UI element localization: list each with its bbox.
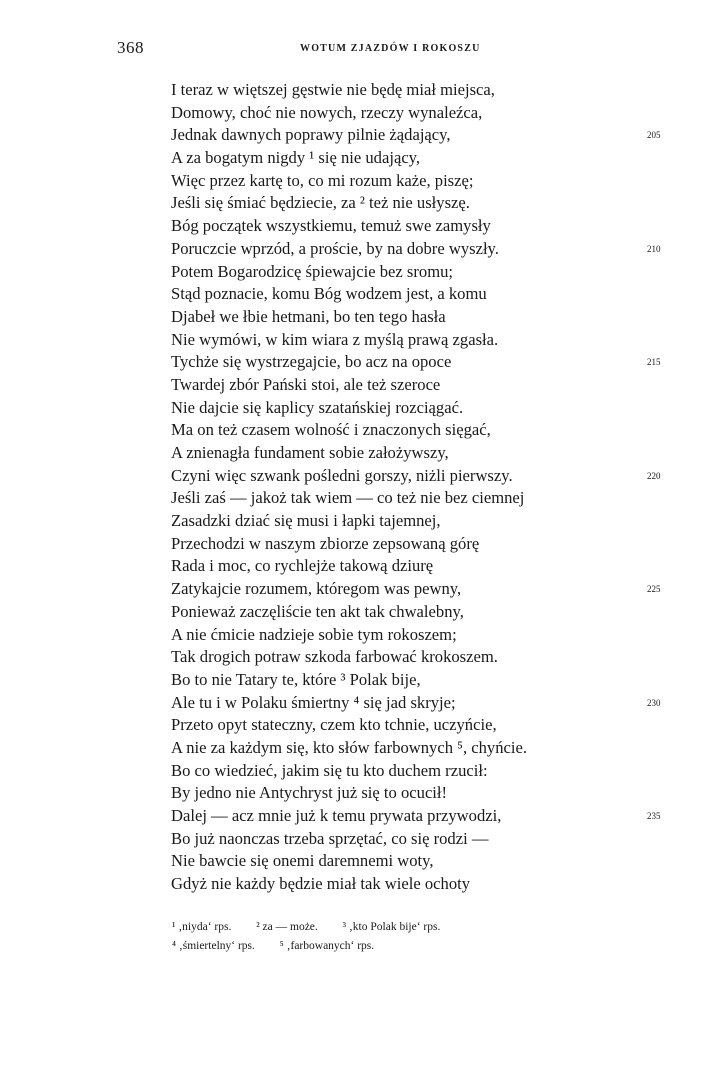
- verse-line: [171, 374, 671, 397]
- verse-text: Tak drogich potraw szkoda farbować krokoszem.: [171, 647, 498, 667]
- verse-line: [171, 283, 671, 306]
- verse-text: Tychże się wystrzegajcie, bo acz na opoce: [171, 352, 452, 372]
- verse-line: [171, 147, 671, 170]
- verse-line: [171, 397, 671, 420]
- verse-text: Zasadzki dziać się musi i łapki tajemnej,: [171, 511, 441, 531]
- verse-line: [171, 510, 671, 533]
- verse-line: [171, 261, 671, 284]
- verse-line: [171, 737, 671, 760]
- poem-body: [171, 79, 671, 896]
- verse-line: [171, 192, 671, 215]
- verse-line: [171, 442, 671, 465]
- line-number: 225: [647, 584, 661, 595]
- verse-text: Domowy, choć nie nowych, rzeczy wynaleźca,: [171, 102, 483, 122]
- verse-line: [171, 487, 671, 510]
- footnote-1: ¹ ‚niyda‘ rps.: [172, 921, 232, 933]
- verse-line: [171, 828, 671, 851]
- verse-text: Zatykajcie rozumem, któregom was pewny,: [171, 579, 462, 599]
- line-number: 210: [647, 243, 661, 254]
- verse-text: Jednak dawnych poprawy pilnie żądający,: [171, 125, 451, 145]
- verse-text: Przechodzi w naszym zbiorze zepsowaną górę: [171, 533, 480, 553]
- footnote-3: ³ ‚kto Polak bije‘ rps.: [342, 921, 441, 933]
- verse-text: Ponieważ zaczęliście ten akt tak chwalebny,: [171, 601, 464, 621]
- verse-line: [171, 555, 671, 578]
- verse-text: Bo to nie Tatary te, które ³ Polak bije,: [171, 669, 421, 689]
- verse-line: [171, 79, 671, 102]
- verse-line: [171, 624, 671, 647]
- verse-line: [171, 578, 671, 601]
- verse-line: [171, 692, 671, 715]
- verse-line: [171, 215, 671, 238]
- verse-text: Bo co wiedzieć, jakim się tu kto duchem rzucił:: [171, 760, 488, 780]
- verse-text: Potem Bogarodzicę śpiewajcie bez sromu;: [171, 261, 454, 281]
- line-number: 205: [647, 130, 661, 141]
- verse-line: [171, 533, 671, 556]
- verse-text: I teraz w więtszej gęstwie nie będę miał miejsca,: [171, 80, 495, 99]
- footnote-5: ⁵ ‚farbowanych‘ rps.: [279, 940, 375, 952]
- verse-line: [171, 238, 671, 261]
- verse-text: Przeto opyt stateczny, czem kto tchnie, uczyńcie,: [171, 715, 497, 735]
- verse-text: Nie bawcie się onemi daremnemi woty,: [171, 851, 434, 871]
- verse-text: Rada i moc, co rychlejże takową dziurę: [171, 556, 434, 576]
- verse-line: [171, 329, 671, 352]
- footnote-row: [172, 937, 462, 956]
- page-number: 368: [117, 38, 144, 57]
- verse-text: A za bogatym nigdy ¹ się nie udający,: [171, 148, 421, 168]
- verse-text: Stąd poznacie, komu Bóg wodzem jest, a komu: [171, 284, 487, 304]
- verse-text: A znienagła fundament sobie założywszy,: [171, 443, 449, 462]
- verse-line: [171, 850, 671, 873]
- verse-line: [171, 760, 671, 783]
- verse-text: A nie ćmicie nadzieje sobie tym rokoszem;: [171, 624, 457, 644]
- line-number: 230: [647, 697, 661, 708]
- verse-text: Gdyż nie każdy będzie miał tak wiele ochoty: [171, 874, 471, 894]
- footnote-4: ⁴ ‚śmiertelny‘ rps.: [172, 940, 255, 952]
- verse-line: [171, 465, 671, 488]
- verse-text: Nie wymówi, w kim wiara z myślą prawą zgasła.: [171, 329, 499, 349]
- verse-line: [171, 170, 671, 193]
- verse-text: Jeśli się śmiać będziecie, za ² też nie usłyszę.: [171, 193, 470, 213]
- footnote-2: ² za — może.: [256, 921, 318, 933]
- verse-text: Bo już naonczas trzeba sprzętać, co się rodzi —: [171, 828, 489, 848]
- verse-text: Dalej — acz mnie już k temu prywata przywodzi,: [171, 806, 502, 825]
- line-number: 235: [647, 811, 661, 821]
- verse-text: Twardej zbór Pański stoi, ale też szeroce: [171, 374, 441, 394]
- verse-text: Bóg początek wszystkiemu, temuż swe zamysły: [171, 216, 491, 236]
- verse-text: Poruczcie wprzód, a proście, by na dobre wyszły.: [171, 238, 499, 258]
- verse-line: [171, 669, 671, 692]
- verse-text: Więc przez kartę to, co mi rozum każe, piszę;: [171, 170, 474, 190]
- verse-text: Djabeł we łbie hetmani, bo ten tego hasła: [171, 306, 446, 326]
- verse-line: [171, 782, 671, 805]
- verse-text: Ale tu i w Polaku śmiertny ⁴ się jad skryje;: [171, 692, 456, 712]
- verse-line: [171, 351, 671, 374]
- footnotes: [172, 918, 462, 956]
- verse-line: [171, 306, 671, 329]
- line-number: 220: [647, 470, 661, 481]
- verse-text: Czyni więc szwank pośledni gorszy, niżli pierwszy.: [171, 465, 513, 485]
- verse-line: [171, 873, 671, 896]
- verse-text: Jeśli zaś — jakoż tak wiem — co też nie bez ciemnej: [171, 488, 525, 508]
- verse-text: Nie dajcie się kaplicy szatańskiej rozciągać.: [171, 397, 464, 417]
- verse-line: [171, 601, 671, 624]
- verse-line: [171, 646, 671, 669]
- verse-text: A nie za każdym się, kto słów farbownych ⁵, chyńcie.: [171, 737, 527, 757]
- footnote-row: [172, 918, 462, 937]
- verse-line: [171, 102, 671, 125]
- verse-line: [171, 124, 671, 147]
- verse-text: By jedno nie Antychryst już się to ocucił!: [171, 783, 448, 803]
- verse-text: Ma on też czasem wolność i znaczonych sięgać,: [171, 420, 491, 440]
- line-number: 215: [647, 357, 661, 368]
- verse-line: [171, 419, 671, 442]
- running-head: WOTUM ZJAZDÓW I ROKOSZU: [300, 43, 481, 54]
- verse-line: [171, 805, 671, 828]
- verse-line: [171, 714, 671, 737]
